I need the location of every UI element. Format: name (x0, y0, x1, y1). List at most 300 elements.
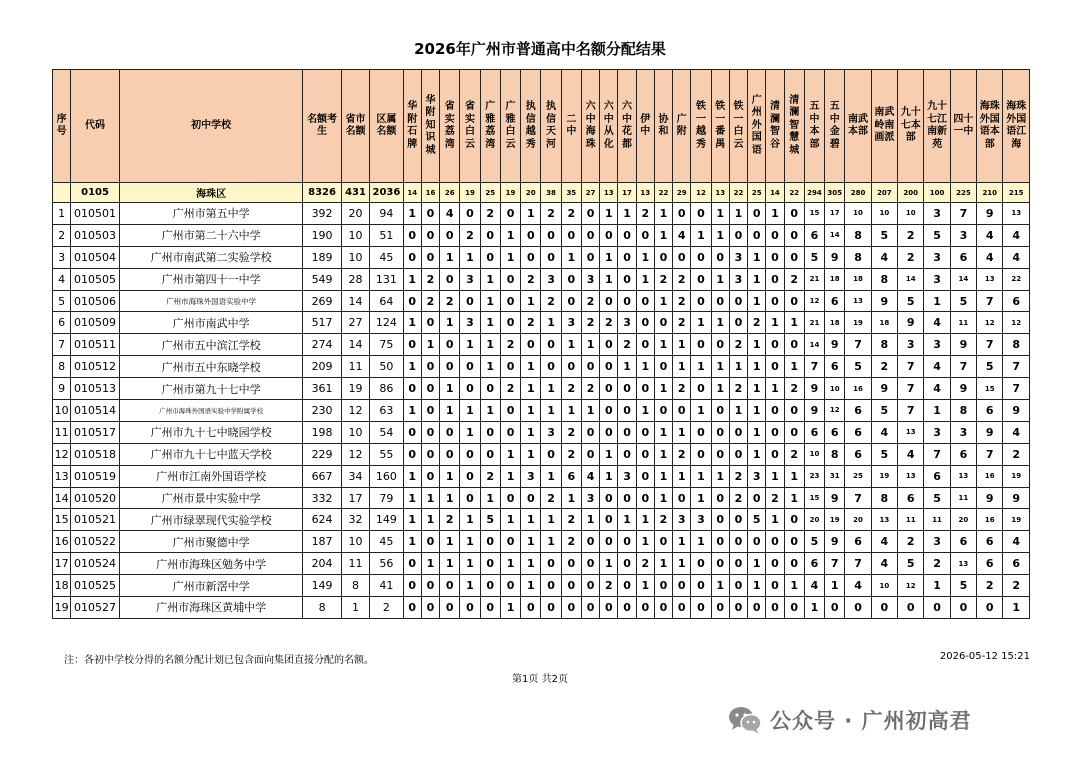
row-cell: 0 (600, 597, 618, 619)
row-cell: 1 (600, 465, 618, 487)
row-cell: 2 (541, 203, 561, 225)
row-cell: 1 (460, 531, 480, 553)
row-cell: 0 (500, 203, 520, 225)
row-cell: 9 (825, 246, 845, 268)
row-cell: 1 (341, 597, 369, 619)
summary-cell: 12 (691, 183, 711, 203)
row-seq: 15 (53, 509, 71, 531)
row-cell: 0 (618, 290, 636, 312)
row-cell: 3 (460, 268, 480, 290)
row-cell: 2 (748, 312, 766, 334)
page-indicator: 第1页 共2页 (512, 674, 568, 685)
row-cell: 50 (370, 356, 403, 378)
row-cell: 0 (784, 531, 804, 553)
row-cell: 1 (421, 487, 439, 509)
district-summary-row (53, 183, 1030, 203)
row-cell: 1 (460, 334, 480, 356)
row-cell: 10 (341, 224, 369, 246)
row-cell: 1 (440, 553, 460, 575)
row-cell: 1 (673, 334, 691, 356)
row-cell: 3 (924, 334, 950, 356)
row-cell: 0 (480, 531, 500, 553)
row-cell: 2 (561, 443, 581, 465)
row-cell: 23 (804, 465, 824, 487)
summary-cell: 22 (729, 183, 747, 203)
row-cell: 0 (784, 334, 804, 356)
row-cell: 0 (711, 531, 729, 553)
row-cell: 0 (636, 443, 654, 465)
row-cell: 0 (500, 575, 520, 597)
row-cell: 1 (711, 224, 729, 246)
row-cell: 11 (950, 312, 976, 334)
row-cell: 274 (303, 334, 342, 356)
row-cell: 1 (784, 356, 804, 378)
row-cell: 1 (673, 356, 691, 378)
row-cell: 0 (729, 312, 747, 334)
row-cell: 12 (898, 575, 924, 597)
row-cell: 20 (341, 203, 369, 225)
row-cell: 1 (654, 487, 672, 509)
row-cell: 0 (403, 378, 421, 400)
row-cell: 0 (691, 575, 711, 597)
row-cell: 1 (541, 378, 561, 400)
row-cell: 0 (691, 378, 711, 400)
row-cell: 0 (500, 531, 520, 553)
row-cell: 160 (370, 465, 403, 487)
row-cell: 0 (600, 487, 618, 509)
row-cell: 0 (691, 290, 711, 312)
row-cell: 5 (804, 531, 824, 553)
row-seq: 7 (53, 334, 71, 356)
row-cell: 0 (500, 421, 520, 443)
row-cell: 229 (303, 443, 342, 465)
table-row (53, 378, 1030, 400)
row-cell: 9 (804, 378, 824, 400)
row-cell: 0 (561, 553, 581, 575)
row-cell: 2 (561, 509, 581, 531)
row-school-name: 广州市海珠外国语实验中学附属学校 (119, 400, 302, 422)
row-seq: 4 (53, 268, 71, 290)
row-cell: 45 (370, 246, 403, 268)
row-cell: 2 (673, 378, 691, 400)
row-cell: 149 (303, 575, 342, 597)
row-cell: 0 (581, 575, 599, 597)
row-cell: 4 (924, 312, 950, 334)
row-cell: 0 (924, 597, 950, 619)
row-cell: 41 (370, 575, 403, 597)
row-cell: 1 (654, 290, 672, 312)
timestamp: 2026-05-12 15:21 (939, 651, 1030, 662)
row-cell: 1 (673, 531, 691, 553)
row-cell: 79 (370, 487, 403, 509)
row-cell: 2 (370, 597, 403, 619)
row-cell: 15 (804, 487, 824, 509)
summary-code: 0105 (71, 183, 120, 203)
row-cell: 3 (924, 268, 950, 290)
summary-cell: 14 (403, 183, 421, 203)
row-code: 010503 (71, 224, 120, 246)
row-cell: 7 (845, 553, 871, 575)
summary-cell: 207 (871, 183, 897, 203)
row-cell: 4 (1003, 531, 1030, 553)
row-cell: 17 (825, 203, 845, 225)
row-code: 010518 (71, 443, 120, 465)
row-cell: 2 (784, 378, 804, 400)
row-school-name: 广州市南武第二实验学校 (119, 246, 302, 268)
row-cell: 0 (521, 597, 541, 619)
row-cell: 0 (440, 575, 460, 597)
row-cell: 2 (784, 443, 804, 465)
summary-cell: 26 (440, 183, 460, 203)
row-cell: 0 (729, 597, 747, 619)
row-cell: 0 (766, 597, 784, 619)
table-row (53, 334, 1030, 356)
row-cell: 0 (541, 597, 561, 619)
table-row (53, 290, 1030, 312)
row-cell: 1 (748, 356, 766, 378)
row-cell: 2 (521, 268, 541, 290)
row-cell: 3 (729, 246, 747, 268)
column-header: 铁一番禺 (711, 70, 729, 183)
row-cell: 0 (977, 597, 1003, 619)
summary-cell: 215 (1003, 183, 1030, 203)
table-row (53, 509, 1030, 531)
row-cell: 2 (421, 268, 439, 290)
row-cell: 1 (748, 443, 766, 465)
row-cell: 0 (600, 531, 618, 553)
row-cell: 7 (950, 356, 976, 378)
row-cell: 230 (303, 400, 342, 422)
column-header: 广雅白云 (500, 70, 520, 183)
column-header: 六中从化 (600, 70, 618, 183)
row-cell: 0 (766, 421, 784, 443)
row-cell: 0 (421, 378, 439, 400)
row-cell: 1 (766, 509, 784, 531)
row-cell: 18 (825, 268, 845, 290)
row-cell: 3 (618, 312, 636, 334)
row-cell: 0 (403, 421, 421, 443)
row-code: 010509 (71, 312, 120, 334)
row-cell: 7 (804, 356, 824, 378)
row-cell: 27 (341, 312, 369, 334)
row-cell: 332 (303, 487, 342, 509)
row-cell: 1 (541, 531, 561, 553)
row-cell: 2 (673, 312, 691, 334)
row-cell: 4 (871, 553, 897, 575)
row-cell: 1 (1003, 597, 1030, 619)
row-cell: 5 (950, 575, 976, 597)
row-cell: 1 (673, 421, 691, 443)
row-cell: 2 (561, 203, 581, 225)
row-cell: 1 (691, 487, 711, 509)
row-cell: 0 (480, 575, 500, 597)
row-cell: 0 (654, 531, 672, 553)
row-cell: 9 (898, 312, 924, 334)
row-cell: 3 (950, 224, 976, 246)
row-cell: 5 (871, 443, 897, 465)
row-cell: 86 (370, 378, 403, 400)
row-cell: 0 (421, 356, 439, 378)
row-cell: 0 (636, 334, 654, 356)
row-cell: 0 (480, 443, 500, 465)
table-row (53, 203, 1030, 225)
row-cell: 1 (654, 203, 672, 225)
row-cell: 1 (748, 334, 766, 356)
row-cell: 0 (541, 246, 561, 268)
summary-cell: 19 (500, 183, 520, 203)
row-cell: 0 (825, 597, 845, 619)
row-cell: 0 (600, 421, 618, 443)
row-cell: 0 (618, 224, 636, 246)
page-title: 2026年广州市普通高中名额分配结果 (414, 40, 666, 58)
row-cell: 9 (825, 531, 845, 553)
row-cell: 0 (403, 334, 421, 356)
summary-cell: 431 (341, 183, 369, 203)
row-cell: 94 (370, 203, 403, 225)
row-cell: 8 (950, 400, 976, 422)
row-cell: 2 (581, 312, 599, 334)
row-cell: 0 (500, 356, 520, 378)
row-cell: 18 (871, 312, 897, 334)
row-cell: 1 (636, 268, 654, 290)
table-row (53, 268, 1030, 290)
row-cell: 6 (924, 465, 950, 487)
row-cell: 0 (711, 509, 729, 531)
row-cell: 0 (636, 597, 654, 619)
row-code: 010513 (71, 378, 120, 400)
row-cell: 2 (561, 531, 581, 553)
row-cell: 0 (480, 553, 500, 575)
row-cell: 4 (673, 224, 691, 246)
row-cell: 1 (480, 268, 500, 290)
summary-cell: 225 (950, 183, 976, 203)
row-cell: 1 (421, 509, 439, 531)
row-cell: 0 (729, 224, 747, 246)
row-cell: 0 (766, 356, 784, 378)
row-cell: 8 (871, 334, 897, 356)
row-school-name: 广州市新滘中学 (119, 575, 302, 597)
row-cell: 5 (871, 400, 897, 422)
row-cell: 1 (618, 356, 636, 378)
table-row (53, 312, 1030, 334)
row-cell: 1 (654, 421, 672, 443)
row-cell: 1 (460, 553, 480, 575)
row-cell: 1 (636, 400, 654, 422)
row-cell: 16 (845, 378, 871, 400)
row-cell: 1 (521, 356, 541, 378)
table-row (53, 465, 1030, 487)
row-cell: 624 (303, 509, 342, 531)
row-cell: 34 (341, 465, 369, 487)
row-cell: 0 (421, 246, 439, 268)
row-cell: 1 (784, 575, 804, 597)
row-cell: 0 (521, 487, 541, 509)
row-cell: 0 (421, 443, 439, 465)
column-header: 九十七江南新苑 (924, 70, 950, 183)
row-cell: 19 (845, 312, 871, 334)
row-cell: 0 (421, 531, 439, 553)
row-cell: 0 (898, 597, 924, 619)
row-cell: 0 (784, 203, 804, 225)
row-cell: 187 (303, 531, 342, 553)
summary-cell: 25 (748, 183, 766, 203)
column-header: 代码 (71, 70, 120, 183)
row-cell: 10 (804, 443, 824, 465)
row-cell: 0 (581, 224, 599, 246)
row-cell: 1 (673, 465, 691, 487)
summary-cell: 22 (654, 183, 672, 203)
row-cell: 2 (871, 356, 897, 378)
row-cell: 1 (711, 575, 729, 597)
row-cell: 2 (581, 290, 599, 312)
row-cell: 1 (500, 443, 520, 465)
row-cell: 0 (691, 597, 711, 619)
row-cell: 667 (303, 465, 342, 487)
row-cell: 0 (581, 203, 599, 225)
summary-cell: 13 (711, 183, 729, 203)
row-seq: 6 (53, 312, 71, 334)
row-cell: 1 (618, 509, 636, 531)
row-cell: 3 (729, 268, 747, 290)
row-cell: 28 (341, 268, 369, 290)
row-seq: 3 (53, 246, 71, 268)
row-cell: 5 (748, 509, 766, 531)
row-cell: 0 (600, 400, 618, 422)
row-cell: 0 (561, 290, 581, 312)
row-cell: 8 (1003, 334, 1030, 356)
row-code: 010505 (71, 268, 120, 290)
row-cell: 32 (341, 509, 369, 531)
row-cell: 6 (825, 290, 845, 312)
row-cell: 0 (784, 246, 804, 268)
row-cell: 0 (421, 597, 439, 619)
row-cell: 6 (977, 400, 1003, 422)
row-cell: 5 (898, 553, 924, 575)
row-cell: 0 (581, 597, 599, 619)
row-cell: 0 (618, 575, 636, 597)
row-cell: 6 (1003, 553, 1030, 575)
row-seq: 1 (53, 203, 71, 225)
row-cell: 1 (521, 203, 541, 225)
row-cell: 0 (766, 268, 784, 290)
row-cell: 1 (521, 378, 541, 400)
row-cell: 20 (950, 509, 976, 531)
row-cell: 13 (845, 290, 871, 312)
row-school-name: 广州市第五中学 (119, 203, 302, 225)
row-cell: 269 (303, 290, 342, 312)
row-cell: 1 (654, 334, 672, 356)
row-school-name: 广州市南武中学 (119, 312, 302, 334)
row-cell: 7 (977, 290, 1003, 312)
row-cell: 1 (521, 421, 541, 443)
row-cell: 8 (871, 268, 897, 290)
row-cell: 0 (541, 575, 561, 597)
summary-cell: 38 (541, 183, 561, 203)
table-row (53, 575, 1030, 597)
row-cell: 6 (950, 246, 976, 268)
row-cell: 8 (845, 224, 871, 246)
row-seq: 14 (53, 487, 71, 509)
summary-cell: 13 (600, 183, 618, 203)
summary-district: 海珠区 (119, 183, 302, 203)
row-cell: 0 (480, 246, 500, 268)
row-seq: 5 (53, 290, 71, 312)
row-cell: 0 (784, 224, 804, 246)
row-cell: 9 (825, 487, 845, 509)
row-cell: 6 (845, 531, 871, 553)
row-cell: 1 (600, 268, 618, 290)
row-cell: 2 (480, 203, 500, 225)
row-cell: 1 (581, 400, 599, 422)
row-cell: 0 (421, 312, 439, 334)
row-cell: 16 (977, 509, 1003, 531)
row-cell: 5 (871, 224, 897, 246)
table-row (53, 553, 1030, 575)
row-cell: 0 (711, 553, 729, 575)
row-cell: 3 (581, 487, 599, 509)
summary-cell: 280 (845, 183, 871, 203)
row-cell: 63 (370, 400, 403, 422)
row-cell: 12 (804, 290, 824, 312)
row-cell: 0 (766, 575, 784, 597)
row-cell: 1 (691, 400, 711, 422)
summary-cell: 14 (766, 183, 784, 203)
row-cell: 0 (673, 597, 691, 619)
column-header: 协和 (654, 70, 672, 183)
column-header: 五中本部 (804, 70, 824, 183)
watermark-text: 公众号 · 广州初高君 (770, 709, 972, 733)
header-row (53, 70, 1030, 183)
row-cell: 0 (766, 246, 784, 268)
row-cell: 0 (729, 531, 747, 553)
row-cell: 0 (421, 421, 439, 443)
row-cell: 7 (924, 443, 950, 465)
row-cell: 0 (673, 487, 691, 509)
row-cell: 0 (636, 290, 654, 312)
row-cell: 0 (618, 531, 636, 553)
row-cell: 1 (924, 575, 950, 597)
row-cell: 1 (403, 203, 421, 225)
row-cell: 1 (825, 575, 845, 597)
row-cell: 1 (521, 400, 541, 422)
row-cell: 0 (440, 334, 460, 356)
row-school-name: 广州市江南外国语学校 (119, 465, 302, 487)
row-cell: 361 (303, 378, 342, 400)
row-cell: 5 (950, 290, 976, 312)
column-header: 区属名额 (370, 70, 403, 183)
row-cell: 0 (784, 421, 804, 443)
row-cell: 4 (440, 203, 460, 225)
row-cell: 0 (711, 421, 729, 443)
row-seq: 16 (53, 531, 71, 553)
row-cell: 0 (636, 487, 654, 509)
row-cell: 5 (977, 356, 1003, 378)
row-cell: 3 (521, 465, 541, 487)
row-cell: 1 (561, 246, 581, 268)
row-seq: 10 (53, 400, 71, 422)
row-cell: 1 (521, 553, 541, 575)
row-school-name: 广州市五中滨江学校 (119, 334, 302, 356)
row-school-name: 广州市聚德中学 (119, 531, 302, 553)
row-school-name: 广州市九十七中晓园学校 (119, 421, 302, 443)
row-cell: 2 (618, 334, 636, 356)
row-cell: 12 (341, 443, 369, 465)
row-cell: 0 (691, 268, 711, 290)
row-cell: 19 (341, 378, 369, 400)
row-code: 010514 (71, 400, 120, 422)
summary-cell: 25 (480, 183, 500, 203)
row-seq: 8 (53, 356, 71, 378)
